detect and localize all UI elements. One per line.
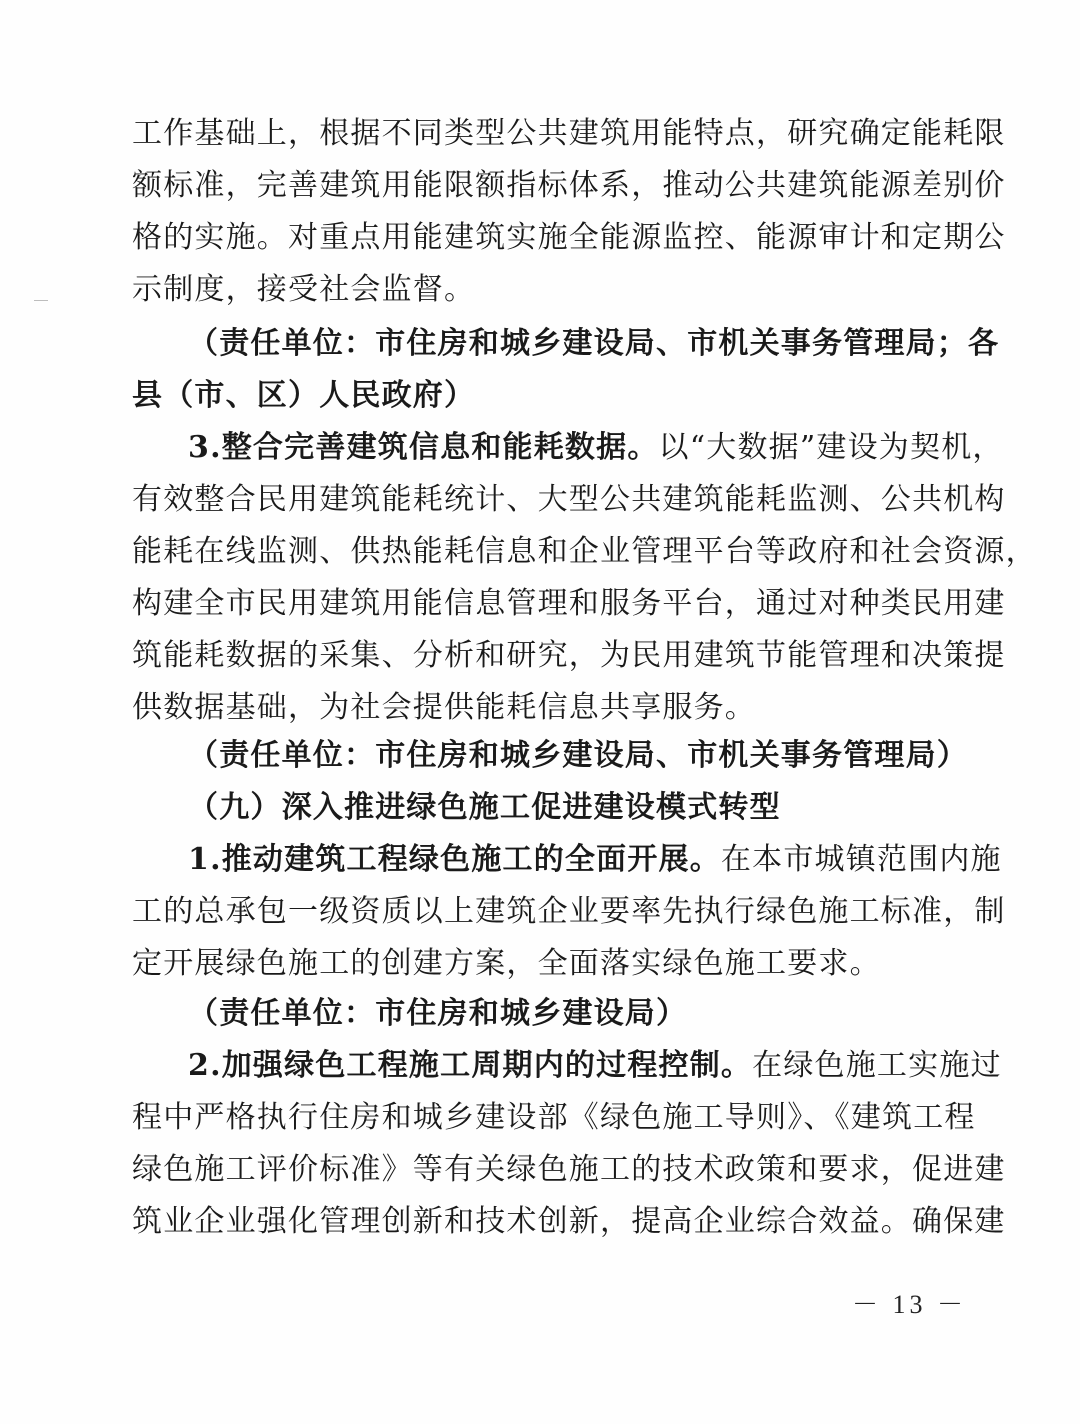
text-line xyxy=(188,318,999,370)
text-line xyxy=(188,1040,1002,1092)
text-line xyxy=(132,1196,1006,1248)
text-line xyxy=(132,160,1006,212)
text-run: 工的总承包一级资质以上建筑企业要率先执行绿色施工标准，制 xyxy=(132,894,1006,929)
page-number: － 13 － xyxy=(852,1290,968,1319)
text-run: 能耗在线监测、供热能耗信息和企业管理平台等政府和社会资源， xyxy=(132,534,1037,569)
text-run: 绿色施工评价标准》等有关绿色施工的技术政策和要求，促进建 xyxy=(132,1152,1006,1187)
bold-text-run: 3.整合完善建筑信息和能耗数据。 xyxy=(188,430,659,465)
bold-text-run: （责任单位：市住房和城乡建设局） xyxy=(188,996,688,1031)
text-line xyxy=(132,108,1006,160)
text-line xyxy=(188,834,1002,886)
text-line xyxy=(188,782,781,834)
text-line xyxy=(132,630,1006,682)
text-run: 构建全市民用建筑用能信息管理和服务平台，通过对种类民用建 xyxy=(132,586,1006,621)
text-run: 以“大数据”建设为契机， xyxy=(658,430,1004,465)
text-line xyxy=(132,886,1006,938)
bold-text-run: 县（市、区）人民政府） xyxy=(132,378,476,413)
text-line xyxy=(132,1092,976,1144)
text-line xyxy=(132,370,475,422)
text-run: 程中严格执行住房和城乡建设部《绿色施工导则》、《建筑工程 xyxy=(132,1100,976,1135)
text-line xyxy=(132,212,1006,264)
text-line xyxy=(132,938,881,990)
bold-text-run: （九）深入推进绿色施工促进建设模式转型 xyxy=(188,790,781,825)
text-run: 在绿色施工实施过 xyxy=(752,1048,1002,1083)
text-line xyxy=(132,1144,1006,1196)
bold-text-run: （责任单位：市住房和城乡建设局、市机关事务管理局） xyxy=(188,738,968,773)
text-run: 定开展绿色施工的创建方案，全面落实绿色施工要求。 xyxy=(132,946,881,981)
text-run: 供数据基础，为社会提供能耗信息共享服务。 xyxy=(132,690,756,725)
text-run: 筑业企业强化管理创新和技术创新，提高企业综合效益。确保建 xyxy=(132,1204,1006,1239)
text-line xyxy=(132,474,1006,526)
text-run: 筑能耗数据的采集、分析和研究，为民用建筑节能管理和决策提 xyxy=(132,638,1006,673)
margin-mark xyxy=(34,300,48,301)
text-run: 格的实施。对重点用能建筑实施全能源监控、能源审计和定期公 xyxy=(132,220,1006,255)
text-run: 有效整合民用建筑能耗统计、大型公共建筑能耗监测、公共机构 xyxy=(132,482,1006,517)
text-line xyxy=(132,578,1006,630)
text-run: 示制度，接受社会监督。 xyxy=(132,272,476,307)
bold-text-run: 2.加强绿色工程施工周期内的过程控制。 xyxy=(188,1048,753,1083)
text-run: 额标准，完善建筑用能限额指标体系，推动公共建筑能源差别价 xyxy=(132,168,1006,203)
text-line xyxy=(188,730,968,782)
bold-text-run: （责任单位：市住房和城乡建设局、市机关事务管理局；各 xyxy=(188,326,1000,361)
text-run: 在本市城镇范围内施 xyxy=(720,842,1002,877)
text-line xyxy=(188,422,1004,474)
text-line xyxy=(132,526,1037,578)
text-line xyxy=(188,988,687,1040)
text-line xyxy=(132,264,475,316)
text-line xyxy=(132,682,756,734)
bold-text-run: 1.推动建筑工程绿色施工的全面开展。 xyxy=(188,842,721,877)
text-run: 工作基础上，根据不同类型公共建筑用能特点，研究确定能耗限 xyxy=(132,116,1006,151)
